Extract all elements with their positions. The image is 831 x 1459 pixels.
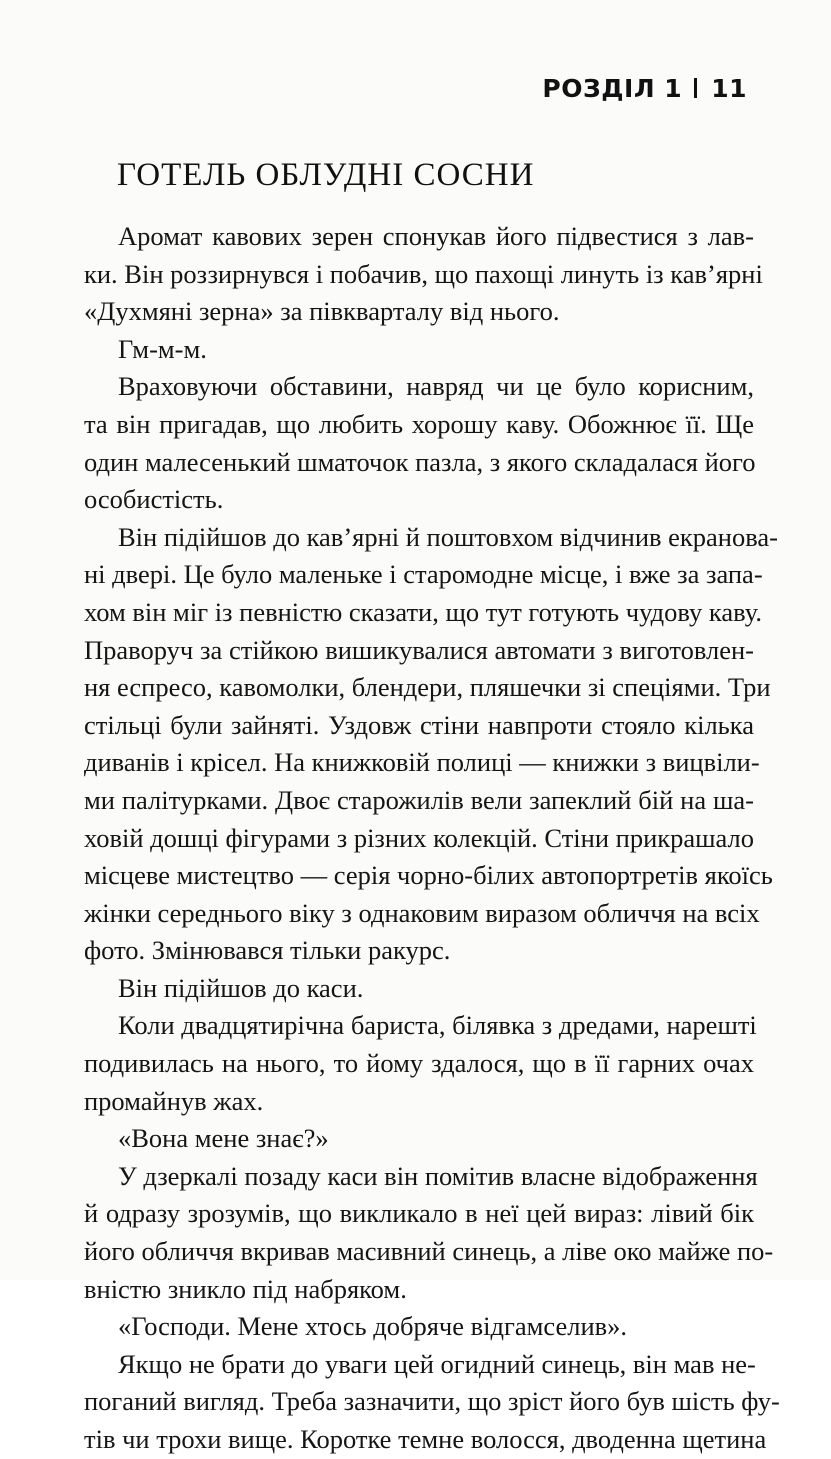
text-line: та він пригадав, що любить хорошу каву. Обожнює її. Ще [84, 408, 754, 439]
text-line: й одразу зрозумів, що викликало в неї цей вираз: лівий бік [84, 1198, 754, 1229]
text-line: Аромат кавових зерен спонукав його підвестися з лав- [118, 221, 754, 251]
text-line: «Духмяні зерна» за півкварталу від нього. [84, 296, 560, 327]
text-line: особистість. [84, 484, 224, 515]
text-line: ми палітурками. Двоє старожилів вели запеклий бій на ша- [84, 784, 754, 815]
running-header [542, 74, 747, 103]
text-line: Гм-м-м. [118, 333, 207, 364]
text-line: «Господи. Мене хтось добряче відгамселив». [118, 1311, 628, 1342]
text-line: диванів і крісел. На книжковій полиці — книжки з вицвіли- [84, 747, 760, 778]
text-line: «Вона мене знає?» [118, 1123, 329, 1154]
text-line: хом він міг із певністю сказати, що тут готують чудову каву. [84, 596, 762, 627]
chapter-title: ГОТЕЛЬ ОБЛУДНІ СОСНИ [117, 157, 535, 193]
text-line: Він підійшов до каси. [118, 972, 364, 1003]
text-line: жінки середнього віку з однаковим виразом обличчя на всіх [84, 897, 760, 928]
text-line: Коли двадцятирічна бариста, білявка з дредами, нарешті [118, 1010, 757, 1041]
text-line: промайнув жах. [84, 1085, 264, 1116]
text-line: подивилась на нього, то йому здалося, що в її гарних очах [84, 1048, 754, 1079]
text-line: поганий вигляд. Треба зазначити, що зріст його був шість фу- [84, 1386, 780, 1417]
text-line: Враховуючи обставини, навряд чи це було корисним, [118, 371, 754, 402]
section-label: РОЗДІЛ 1 [542, 74, 683, 103]
text-line: ки. Він роззирнувся і побачив, що пахощі линуть із кав’ярні [84, 258, 763, 289]
text-line: вністю зникло під набряком. [84, 1273, 407, 1304]
text-line: ня еспресо, кавомолки, блендери, пляшечки зі спеціями. Три [84, 672, 771, 703]
body-text [84, 218, 780, 1459]
text-line: місцеве мистецтво — серія чорно-білих автопортретів якоїсь [84, 860, 773, 891]
text-line: фото. Змінювався тільки ракурс. [84, 935, 451, 966]
text-line: тів чи трохи вище. Коротке темне волосся, дводенна щетина [84, 1424, 767, 1454]
page-number: 11 [711, 74, 747, 103]
text-line: Він підійшов до кав’ярні й поштовхом відчинив екранова- [118, 521, 778, 552]
text-line: У дзеркалі позаду каси він помітив власне відображення [118, 1160, 758, 1191]
text-line: один малесенький шматочок пазла, з якого складалася його [84, 446, 756, 477]
text-line: його обличчя вкривав масивний синець, а ліве око майже по- [84, 1236, 774, 1267]
text-line: Якщо не брати до уваги цей огидний синець, він мав не- [118, 1348, 756, 1379]
header-divider [694, 78, 697, 98]
text-line: ні двері. Це було маленьке і старомодне місце, і вже за запа- [84, 559, 763, 590]
text-line: ховій дошці фігурами з різних колекцій. Стіни прикрашало [84, 822, 755, 853]
text-line: Праворуч за стійкою вишикувалися автомати з виготовлен- [84, 634, 754, 665]
text-line: стільці були зайняті. Уздовж стіни навпроти стояло кілька [84, 709, 754, 740]
